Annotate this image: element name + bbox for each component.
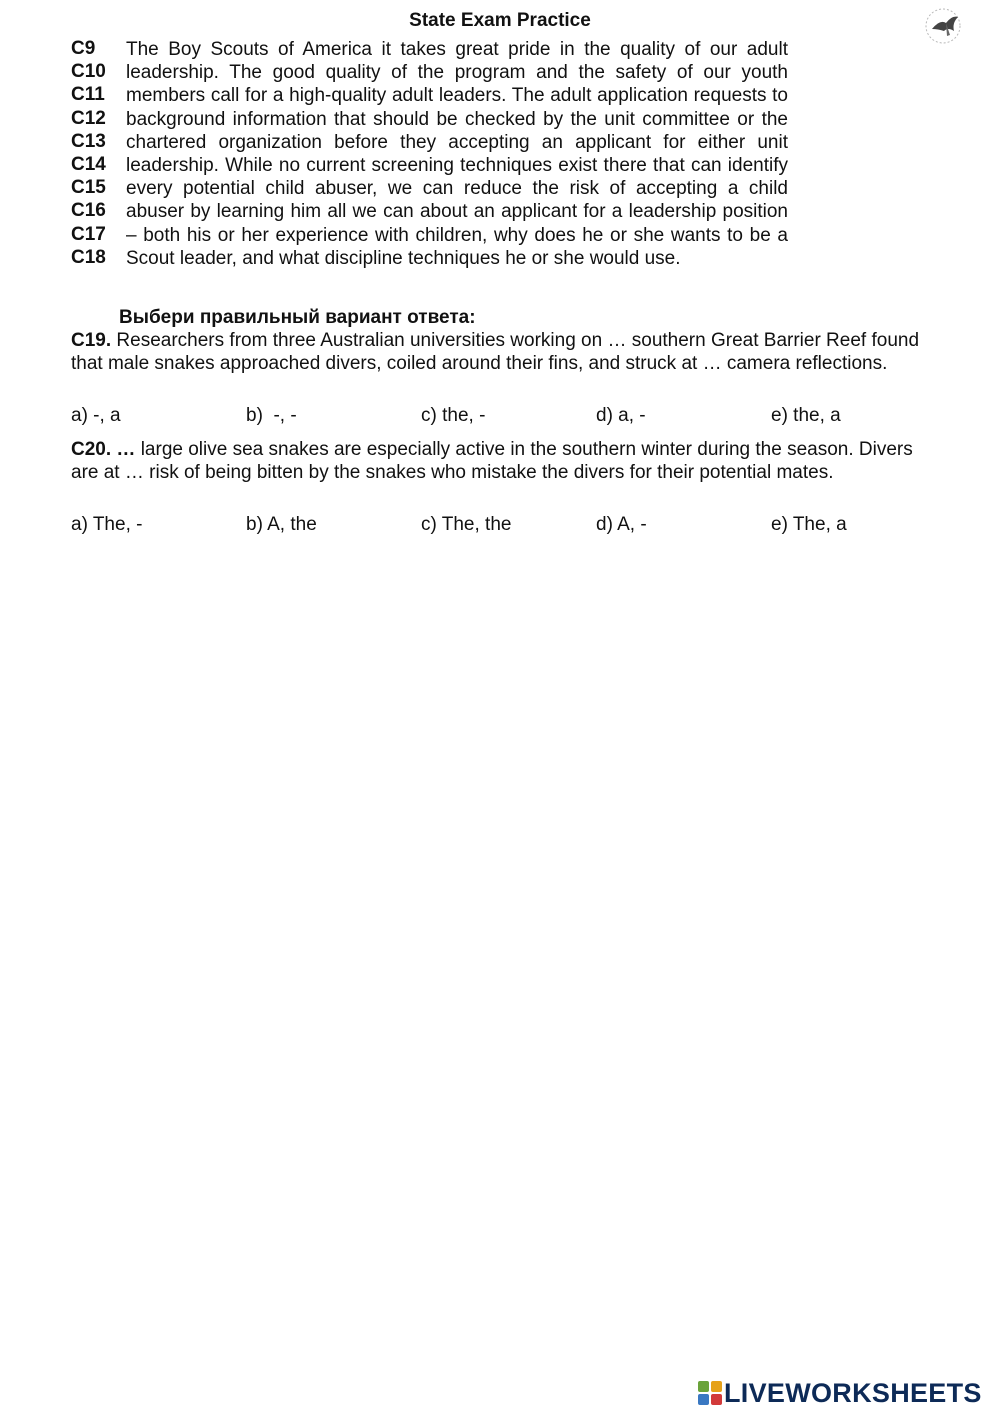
answer-options-c20 bbox=[71, 514, 971, 538]
line-number: C14 bbox=[71, 153, 106, 175]
question-number: C19. bbox=[71, 330, 112, 351]
answer-option-a[interactable]: a) The, - bbox=[71, 514, 143, 535]
line-number: C17 bbox=[71, 223, 106, 245]
logo-square bbox=[711, 1381, 722, 1392]
line-number: C16 bbox=[71, 200, 106, 222]
answer-option-b[interactable]: b) A, the bbox=[246, 514, 317, 535]
reading-passage bbox=[71, 37, 788, 297]
line-number: C15 bbox=[71, 177, 106, 199]
line-number: C18 bbox=[71, 246, 106, 268]
page-title: State Exam Practice bbox=[409, 10, 591, 31]
line-number-column bbox=[71, 37, 121, 269]
answer-option-c[interactable]: c) The, the bbox=[421, 514, 512, 535]
logo-square bbox=[698, 1381, 709, 1392]
answer-option-e[interactable]: e) The, a bbox=[771, 514, 847, 535]
instruction-heading: Выбери правильный вариант ответа: bbox=[119, 307, 476, 328]
brand-name: LIVEWORKSHEETS bbox=[724, 1378, 982, 1408]
answer-option-c[interactable]: c) the, - bbox=[421, 405, 486, 426]
answer-option-d[interactable]: d) A, - bbox=[596, 514, 647, 535]
line-number: C13 bbox=[71, 130, 106, 152]
line-number: C9 bbox=[71, 38, 96, 59]
answer-option-d[interactable]: d) a, - bbox=[596, 405, 646, 426]
question-c19 bbox=[71, 329, 931, 375]
question-c20 bbox=[71, 438, 931, 484]
liveworksheets-branding bbox=[698, 1378, 996, 1408]
question-text: large olive sea snakes are especially active in the southern winter during the season. Divers are at … risk of being bitten by the snakes who mistake the divers for their potential mates. bbox=[71, 439, 913, 484]
line-number: C11 bbox=[71, 84, 105, 106]
question-number: C20. … bbox=[71, 439, 136, 460]
answer-option-e[interactable]: e) the, a bbox=[771, 405, 841, 426]
answer-options-c19 bbox=[71, 405, 971, 429]
line-number: C10 bbox=[71, 61, 106, 83]
logo-square bbox=[711, 1394, 722, 1405]
liveworksheets-logo-icon bbox=[698, 1381, 722, 1405]
logo-square bbox=[698, 1394, 709, 1405]
bird-emblem-icon bbox=[922, 5, 964, 47]
answer-option-b[interactable]: b) -, - bbox=[246, 405, 297, 426]
line-number: C12 bbox=[71, 107, 106, 129]
answer-option-a[interactable]: a) -, a bbox=[71, 405, 121, 426]
question-text: Researchers from three Australian universities working on … southern Great Barrier Reef found that male snakes approached divers, coiled around their fins, and struck at … camera reflections. bbox=[71, 330, 920, 375]
passage-text: The Boy Scouts of America it takes great pride in the quality of our adult leadership. The good quality of the program and the safety of our youth members call for a high-quality adult leaders. The adult application requests to background information that should be checked by the unit committee or the chartered organization before they accepting an applicant for either unit leadership. While no current screening techniques exist there that can identify every potential child abuser, we can reduce the risk of accepting a child abuser by learning him all we can about an applicant for a leadership position – both his or her experience with children, why does he or she wants to be a Scout leader, and what discipline techniques he or she would use. bbox=[126, 39, 788, 269]
